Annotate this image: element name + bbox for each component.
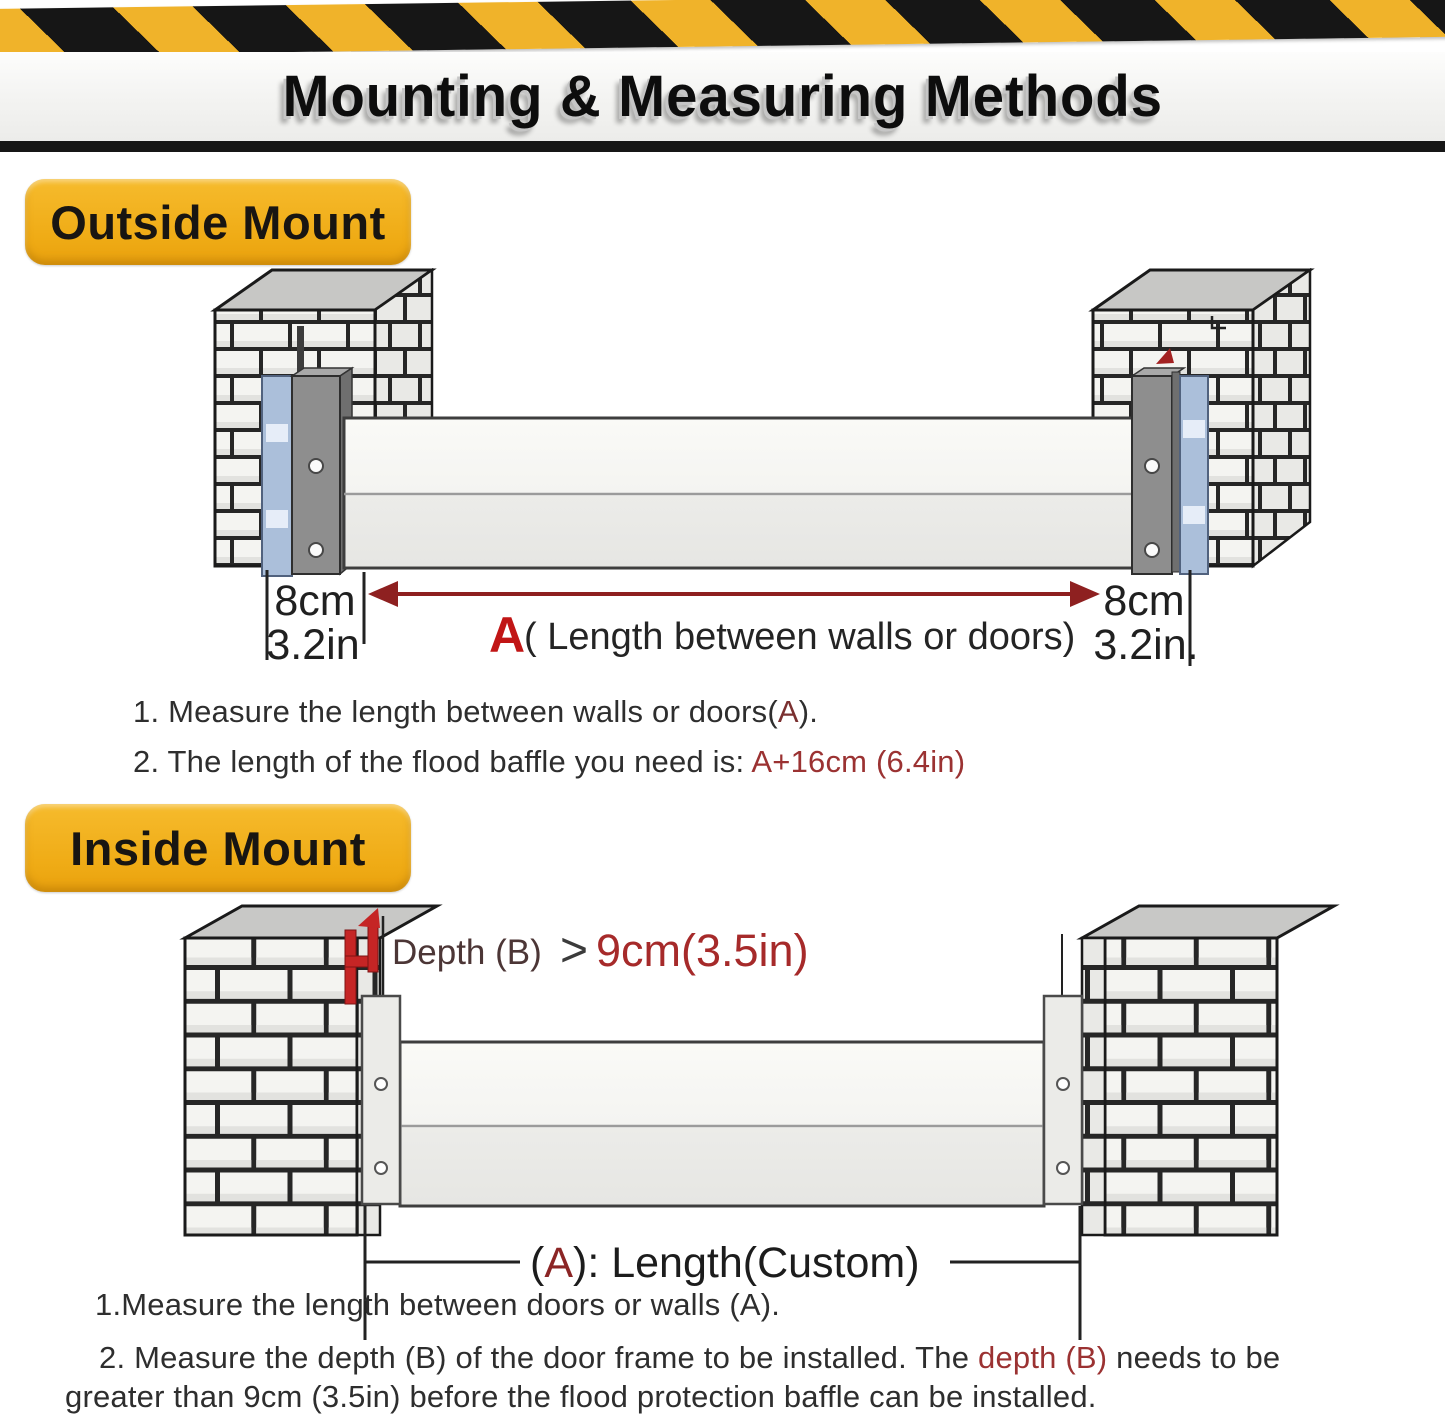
screw-hole xyxy=(309,459,323,473)
length-label-a: A xyxy=(544,1239,574,1287)
outside-mount-badge xyxy=(25,179,411,265)
depth-gauge-hook xyxy=(368,920,378,972)
inside-left-pillar-front xyxy=(185,938,357,1235)
barrier-lower-shade xyxy=(346,496,1132,566)
inside-right-pillar-jamb xyxy=(1082,938,1105,1235)
barrier-lower-shade xyxy=(402,1128,1042,1204)
screw-hole xyxy=(375,1162,387,1174)
page-title: Mounting & Measuring Methods xyxy=(282,64,1163,129)
left-offset-cm-label: 8cm xyxy=(274,577,356,625)
screw-hole xyxy=(1057,1078,1069,1090)
outside-step-1-end: ). xyxy=(798,694,819,729)
inside-step-2-end: needs to be greater than 9cm (3.5in) before the flood protection baffle can be installed. xyxy=(65,1340,1281,1414)
span-a-label: A xyxy=(489,607,526,663)
span-description-label: ( Length between walls or doors) xyxy=(524,616,1076,658)
inside-mount-badge-label: Inside Mount xyxy=(70,821,366,875)
inside-mount-badge xyxy=(25,804,411,892)
screw-hole xyxy=(1145,459,1159,473)
right-offset-in-label: 3.2in. xyxy=(1093,621,1199,669)
arrowhead-left xyxy=(368,581,398,607)
right-offset-cm-label: 8cm xyxy=(1103,577,1185,625)
screw-hole xyxy=(309,543,323,557)
outside-step-2 xyxy=(133,744,965,780)
screw-hole xyxy=(1057,1162,1069,1174)
length-label-rest: ): Length(Custom) xyxy=(573,1239,920,1287)
title-bar xyxy=(0,52,1445,141)
depth-label: Depth (B) xyxy=(392,933,542,972)
greater-than-symbol: > xyxy=(560,924,589,977)
screw-hole xyxy=(375,1078,387,1090)
seal-strip-highlight xyxy=(1183,506,1205,524)
outside-step-1-a: A xyxy=(777,694,799,729)
arrowhead-right xyxy=(1070,581,1100,607)
outside-step-2-highlight: A+16cm (6.4in) xyxy=(751,744,966,779)
inside-right-pillar-top xyxy=(1082,906,1334,938)
mounting-channel-right-bevel xyxy=(1172,372,1180,572)
hazard-tape xyxy=(0,0,1445,56)
length-label xyxy=(530,1239,920,1287)
outside-step-1-text: 1. Measure the length between walls or doors( xyxy=(133,694,778,729)
seal-strip-blue-right xyxy=(1180,376,1208,574)
inside-step-2-text: 2. Measure the depth (B) of the door frame to be installed. The xyxy=(99,1340,978,1375)
inside-step-1: 1.Measure the length between doors or walls (A). xyxy=(95,1287,781,1322)
left-offset-in-label: 3.2in xyxy=(266,621,360,669)
inside-right-pillar-front xyxy=(1105,938,1277,1235)
outside-mount-badge-label: Outside Mount xyxy=(50,195,386,249)
inside-step-2-highlight: depth (B) xyxy=(978,1340,1108,1375)
inside-step-2 xyxy=(65,1338,1355,1416)
outside-right-pillar-side xyxy=(1253,270,1310,566)
outside-step-1 xyxy=(133,694,818,730)
seal-strip-blue-left xyxy=(262,376,292,576)
inside-mount-diagram xyxy=(0,900,1445,1345)
outside-mount-diagram xyxy=(0,268,1445,698)
depth-value-label: 9cm(3.5in) xyxy=(596,925,809,976)
seal-strip-highlight xyxy=(266,510,288,528)
outside-step-2-text: 2. The length of the flood baffle you need is: xyxy=(133,744,752,779)
length-label-open: ( xyxy=(530,1239,545,1287)
screw-hole xyxy=(1145,543,1159,557)
seal-strip-highlight xyxy=(266,424,288,442)
seal-strip-highlight xyxy=(1183,420,1205,438)
title-divider-bar xyxy=(0,141,1445,152)
